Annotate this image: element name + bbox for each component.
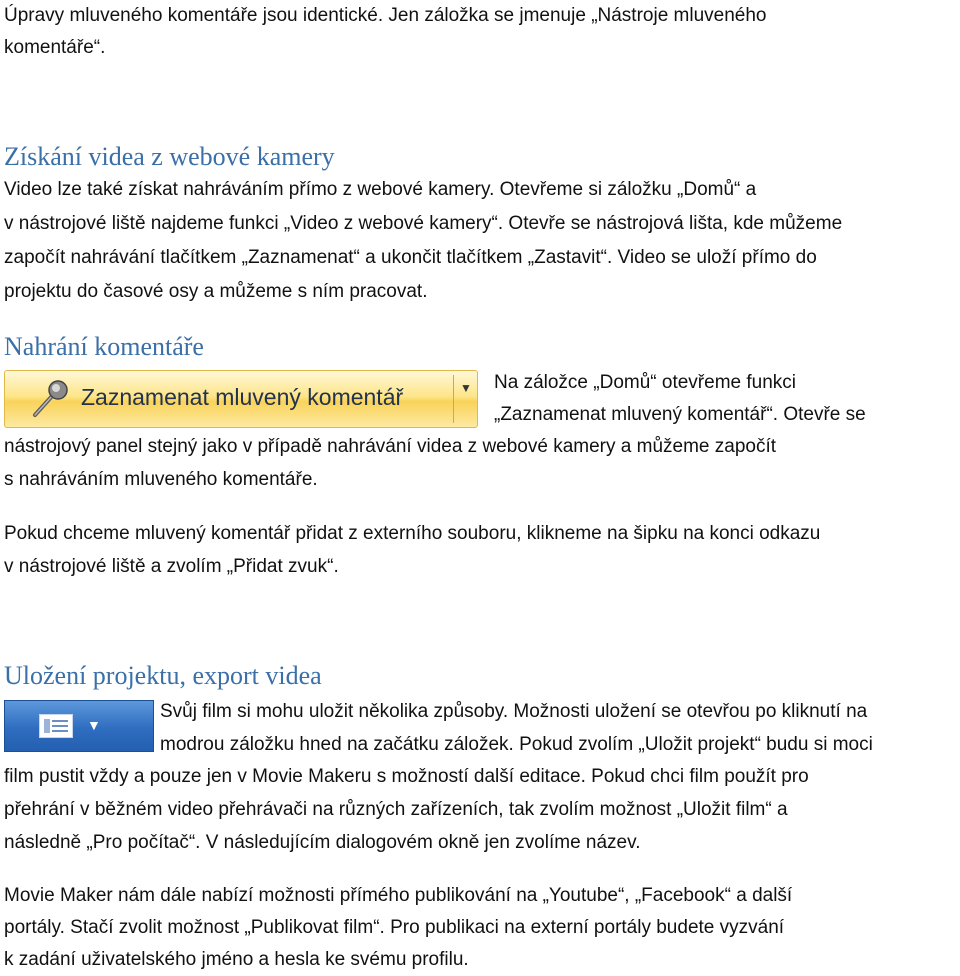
record-narration-button-image xyxy=(4,370,478,428)
comment-line-1: nástrojový panel stejný jako v případě nahrávání videa z webové kamery a můžeme započít xyxy=(4,436,777,457)
comment-para2-line-1: Pokud chceme mluvený komentář přidat z externího souboru, klikneme na šipku na konci odkazu xyxy=(4,523,821,544)
save-side-line-1: Svůj film si mohu uložit několika způsoby. Možnosti uložení se otevřou po kliknutí na xyxy=(160,701,868,722)
save-para2-line-2: portály. Stačí zvolit možnost „Publikovat film“. Pro publikaci na externí portály budete vyzvání xyxy=(4,917,785,938)
intro-line-1: Úpravy mluveného komentáře jsou identické. Jen záložka se jmenuje „Nástroje mluveného xyxy=(4,5,767,26)
heading-save: Uložení projektu, export videa xyxy=(4,661,322,690)
comment-para2-line-2: v nástrojové liště a zvolím „Přidat zvuk“. xyxy=(4,556,339,577)
intro-line-2: komentáře“. xyxy=(4,37,106,58)
comment-line-2: s nahráváním mluveného komentáře. xyxy=(4,469,318,490)
file-tab-image xyxy=(4,700,154,752)
webcam-line-1: Video lze také získat nahráváním přímo z webové kamery. Otevřeme si záložku „Domů“ a xyxy=(4,179,757,200)
heading-webcam: Získání videa z webové kamery xyxy=(4,142,335,171)
microphone-icon xyxy=(27,377,71,421)
comment-side-line-1: Na záložce „Domů“ otevřeme funkci xyxy=(494,372,796,393)
save-line-2: přehrání v běžném video přehrávači na různých zařízeních, tak zvolím možnost „Uložit film“ a xyxy=(4,799,788,820)
save-line-1: film pustit vždy a pouze jen v Movie Makeru s možností další editace. Pokud chci film použít pro xyxy=(4,766,809,787)
webcam-line-3: započít nahrávání tlačítkem „Zaznamenat“ a ukončit tlačítkem „Zastavit“. Video se uloží přímo do xyxy=(4,247,817,268)
save-line-3: následně „Pro počítač“. V následujícím dialogovém okně jen zvolíme název. xyxy=(4,832,641,853)
comment-side-line-2: „Zaznamenat mluvený komentář“. Otevře se xyxy=(494,404,866,425)
document-icon xyxy=(39,714,73,738)
record-narration-label: Zaznamenat mluvený komentář xyxy=(81,384,404,410)
dropdown-arrow-icon: ▼ xyxy=(460,381,472,395)
webcam-line-2: v nástrojové liště najdeme funkci „Video z webové kamery“. Otevře se nástrojová lišta, kde můžeme xyxy=(4,213,843,234)
split-separator xyxy=(453,375,454,423)
dropdown-arrow-icon: ▼ xyxy=(87,717,101,733)
save-side-line-2: modrou záložku hned na začátku záložek. Pokud zvolím „Uložit projekt“ budu si moci xyxy=(160,734,873,755)
webcam-line-4: projektu do časové osy a můžeme s ním pracovat. xyxy=(4,281,428,302)
heading-comment: Nahrání komentáře xyxy=(4,332,204,361)
save-para2-line-1: Movie Maker nám dále nabízí možnosti přímého publikování na „Youtube“, „Facebook“ a další xyxy=(4,885,793,906)
save-para2-line-3: k zadání uživatelského jméno a hesla ke svému profilu. xyxy=(4,949,469,970)
